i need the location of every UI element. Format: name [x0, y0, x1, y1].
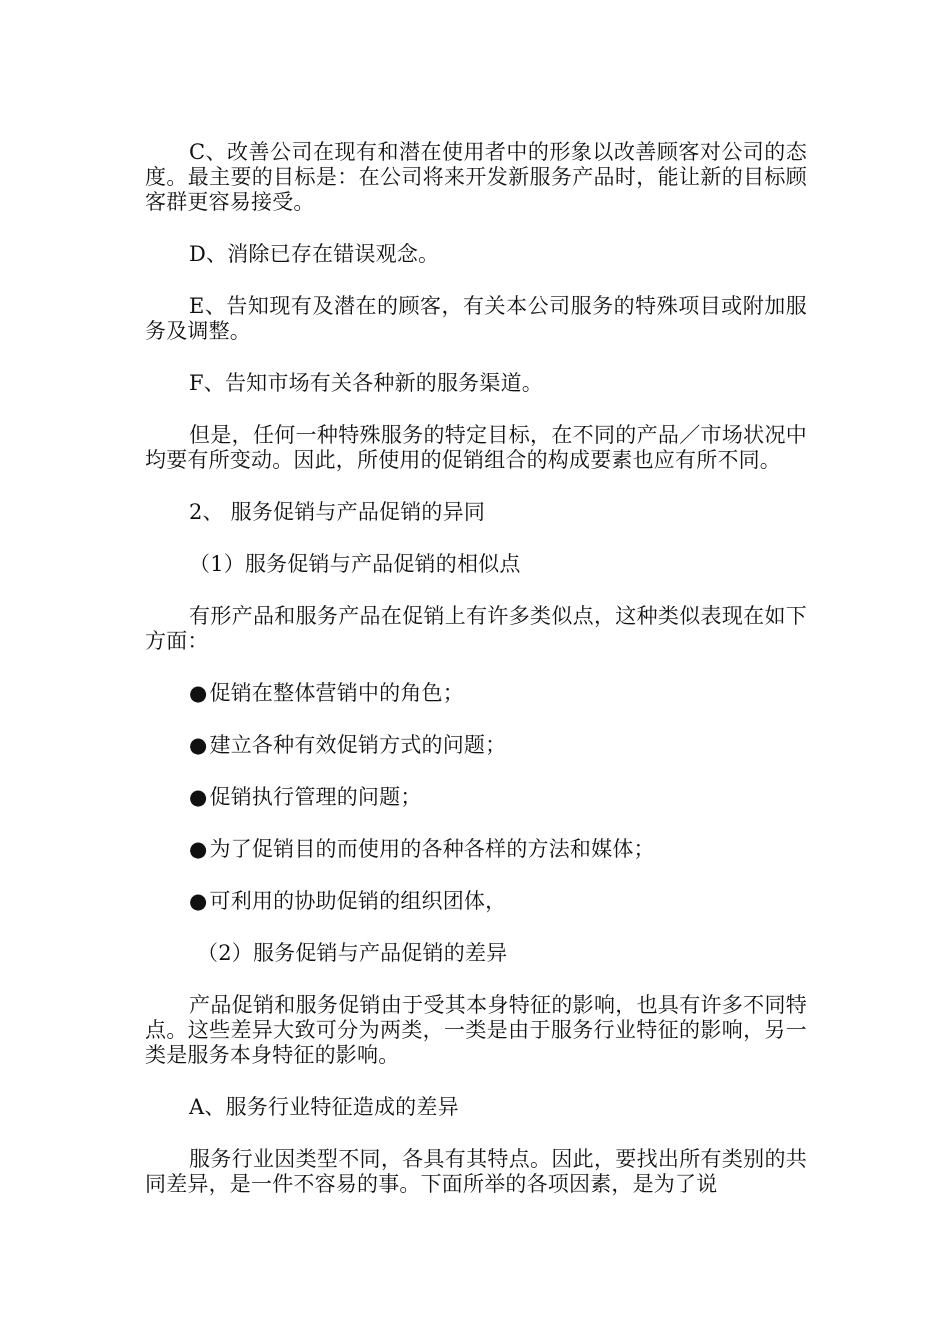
list-item-text: 促销执行管理的问题； — [209, 785, 422, 809]
section-heading-2: 2、 服务促销与产品促销的异同 — [189, 500, 486, 524]
subsection-heading-1: （1）服务促销与产品促销的相似点 — [189, 552, 521, 576]
list-item — [145, 733, 807, 758]
subsection-heading-2: （2）服务促销与产品促销的差异 — [197, 941, 508, 965]
list-item-text: 可利用的协助促销的组织团体， — [209, 889, 507, 913]
list-item — [145, 681, 807, 706]
bullet-icon: ● — [189, 681, 208, 705]
bullet-icon: ● — [189, 785, 208, 809]
paragraph-industry: 服务行业因类型不同，各具有其特点。因此，要找出所有类别的共同差异，是一件不容易的事。下面所举的各项因素，是为了说 — [145, 1147, 807, 1196]
paragraph-e: E、告知现有及潜在的顾客，有关本公司服务的特殊项目或附加服务及调整。 — [145, 294, 807, 343]
list-item — [145, 837, 807, 862]
paragraph-f: F、告知市场有关各种新的服务渠道。 — [189, 371, 543, 395]
paragraph-however: 但是，任何一种特殊服务的特定目标，在不同的产品／市场状况中均要有所变动。因此，所使用的促销组合的构成要素也应有所不同。 — [145, 423, 807, 472]
list-item-text: 为了促销目的而使用的各种各样的方法和媒体； — [209, 837, 655, 861]
list-item-text: 促销在整体营销中的角色； — [209, 681, 464, 705]
document-page — [145, 140, 807, 1224]
list-item — [145, 889, 807, 914]
paragraph-similarities: 有形产品和服务产品在促销上有许多类似点，这种类似表现在如下方面： — [145, 604, 807, 653]
bullet-icon: ● — [189, 889, 208, 913]
paragraph-differences: 产品促销和服务促销由于受其本身特征的影响，也具有许多不同特点。这些差异大致可分为两类，一类是由于服务行业特征的影响，另一类是服务本身特征的影响。 — [145, 993, 807, 1067]
list-item — [145, 785, 807, 810]
list-item-text: 建立各种有效促销方式的问题； — [209, 733, 507, 757]
bullet-icon: ● — [189, 733, 208, 757]
paragraph-c: C、改善公司在现有和潜在使用者中的形象以改善顾客对公司的态度。最主要的目标是：在公司将来开发新服务产品时，能让新的目标顾客群更容易接受。 — [145, 140, 807, 214]
heading-a: A、服务行业特征造成的差异 — [189, 1095, 459, 1119]
paragraph-d: D、消除已存在错误观念。 — [189, 242, 440, 266]
bullet-icon: ● — [189, 837, 208, 861]
